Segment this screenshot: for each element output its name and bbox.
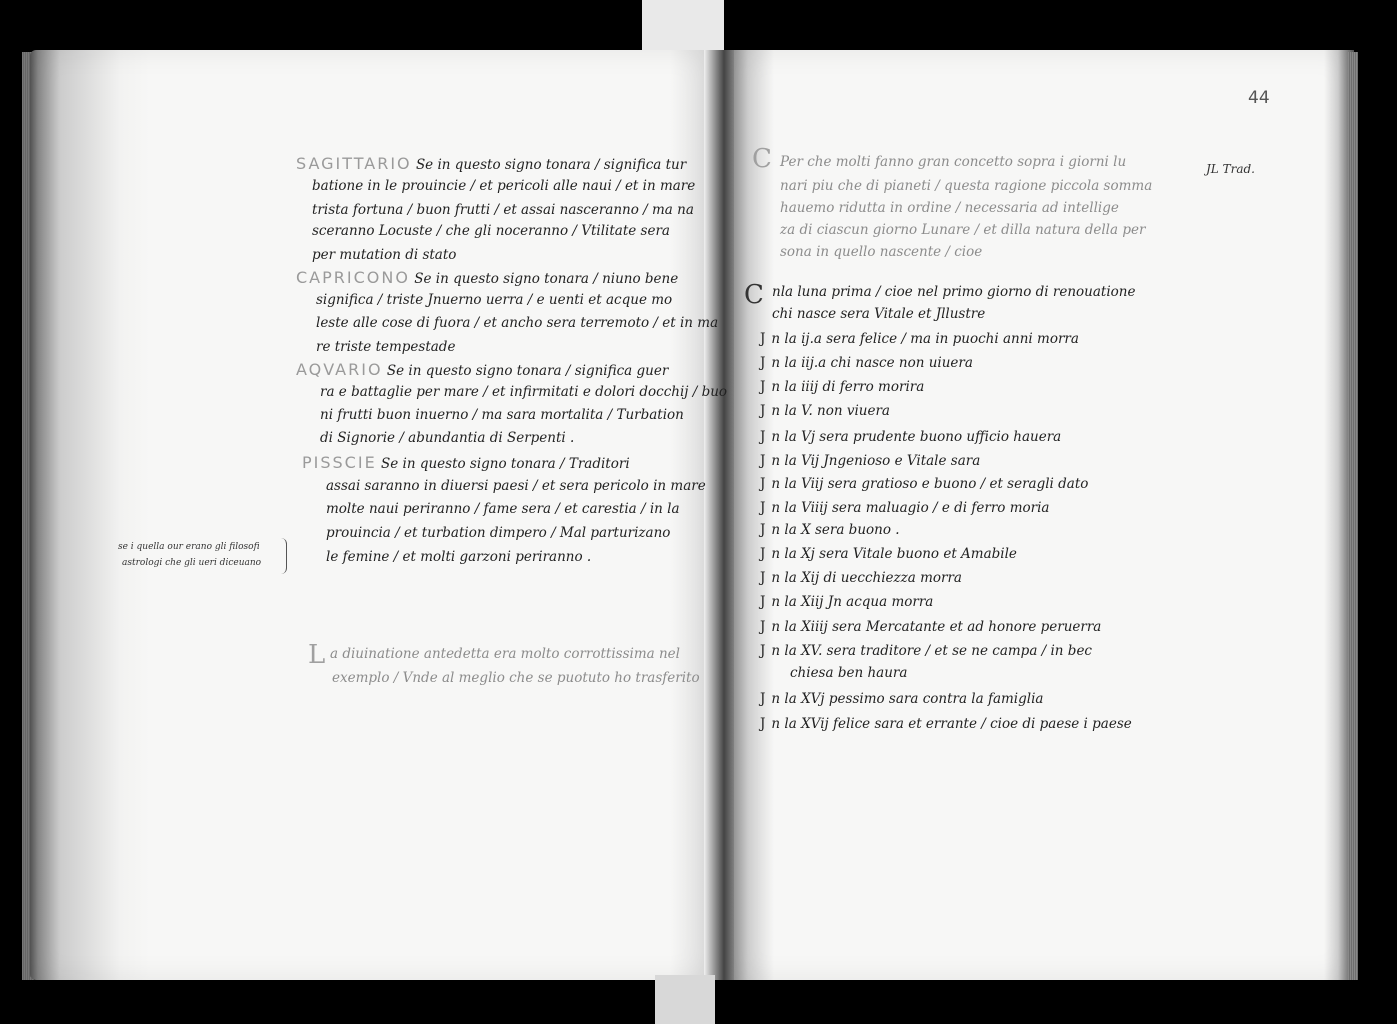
right-page-edges <box>1348 52 1358 980</box>
footnote-initial: L <box>308 640 326 670</box>
text-line: per mutation di stato <box>312 247 457 263</box>
intro-line: sona in quello nascente / cioe <box>780 244 983 260</box>
section-heading-aquario: AQVARIO <box>296 360 383 379</box>
text-line: leste alle cose di fuora / et ancho sera terremoto / et in ma <box>316 315 719 331</box>
entry-line: J n la X sera buono . <box>760 522 900 538</box>
entry-line: J n la Vij Jngenioso e Vitale sara <box>760 453 981 469</box>
section-heading-capricorno: CAPRICONO <box>296 268 410 287</box>
text-line: trista fortuna / buon frutti / et assai nasceranno / ma na <box>312 202 694 218</box>
intro-line: za di ciascun giorno Lunare / et dilla natura della per <box>780 222 1146 238</box>
footnote-line: a diuinatione antedetta era molto corrottissima nel <box>330 646 680 662</box>
intro-line: hauemo ridutta in ordine / necessaria ad intellige <box>780 200 1119 216</box>
section-heading-sagittario: SAGITTARIO <box>296 154 412 173</box>
entry-line: J n la ij.a sera felice / ma in puochi anni morra <box>760 331 1079 347</box>
text-line: AQVARIO Se in questo signo tonara / significa guer <box>296 360 669 379</box>
text-line: di Signorie / abundantia di Serpenti . <box>320 430 575 446</box>
intro-initial: C <box>752 144 772 174</box>
margin-bracket <box>280 538 287 574</box>
bookmark-ribbon-bottom <box>655 975 715 1024</box>
footnote-line: exemplo / Vnde al meglio che se puotuto ho trasferito <box>332 670 700 686</box>
text-line: SAGITTARIO Se in questo signo tonara / significa tur <box>296 154 687 173</box>
text-line: re triste tempestade <box>316 339 456 355</box>
intro-line: nari piu che di pianeti / questa ragione piccola somma <box>780 178 1153 194</box>
text-line: sceranno Locuste / che gli noceranno / Vtilitate sera <box>312 223 670 239</box>
text-line: le femine / et molti garzoni periranno . <box>326 549 592 565</box>
entry-line: J n la XVj pessimo sara contra la famiglia <box>760 691 1044 707</box>
entry-line: chi nasce sera Vitale et Jllustre <box>772 306 986 322</box>
text-line: batione in le prouincie / et pericoli alle naui / et in mare <box>312 178 696 194</box>
entry-line: J n la iij.a chi nasce non uiuera <box>760 355 973 371</box>
entry-line: J n la Xj sera Vitale buono et Amabile <box>760 546 1017 562</box>
entry-line: J n la Viiij sera maluagio / e di ferro moria <box>760 500 1050 516</box>
entry-line: J n la Vj sera prudente buono ufficio hauera <box>760 429 1062 445</box>
entry-line: J n la Xij di uecchiezza morra <box>760 570 962 586</box>
text-line: PISSCIE Se in questo signo tonara / Traditori <box>302 453 630 472</box>
right-margin-note: JL Trad. <box>1206 162 1255 176</box>
entry-line: J n la iiij di ferro morira <box>760 379 925 395</box>
intro-line: Per che molti fanno gran concetto sopra i giorni lu <box>780 154 1127 170</box>
text-line: ni frutti buon inuerno / ma sara mortalita / Turbation <box>320 407 684 423</box>
entry-line: J n la V. non viuera <box>760 403 890 419</box>
entry-line: nla luna prima / cioe nel primo giorno di renouatione <box>772 284 1136 300</box>
entry-line: J n la Viij sera gratioso e buono / et seragli dato <box>760 476 1089 492</box>
folio-number: 44 <box>1248 88 1270 108</box>
text-line: molte naui periranno / fame sera / et carestia / in la <box>326 501 680 517</box>
text-line: assai saranno in diuersi paesi / et sera pericolo in mare <box>326 478 706 494</box>
entry-line: J n la Xiij Jn acqua morra <box>760 594 934 610</box>
entry-line: J n la XV. sera traditore / et se ne campa / in bec <box>760 643 1092 659</box>
entry-line: J n la Xiiij sera Mercatante et ad honore peruerra <box>760 619 1102 635</box>
entry-line: J n la XVij felice sara et errante / cioe di paese i paese <box>760 716 1132 732</box>
entries-initial: C <box>744 280 764 310</box>
entry-line-continued: chiesa ben haura <box>790 665 908 681</box>
text-line: significa / triste Jnuerno uerra / e uenti et acque mo <box>316 292 673 308</box>
margin-note-line: astrologi che gli ueri diceuano <box>122 558 262 568</box>
text-line: prouincia / et turbation dimpero / Mal parturizano <box>326 525 671 541</box>
text-line: ra e battaglie per mare / et infirmitati e dolori docchij / buo <box>320 384 728 400</box>
text-line: CAPRICONO Se in questo signo tonara / niuno bene <box>296 268 679 287</box>
margin-note-line: se i quella our erano gli filosofi <box>118 542 260 552</box>
section-heading-pisscie: PISSCIE <box>302 453 377 472</box>
